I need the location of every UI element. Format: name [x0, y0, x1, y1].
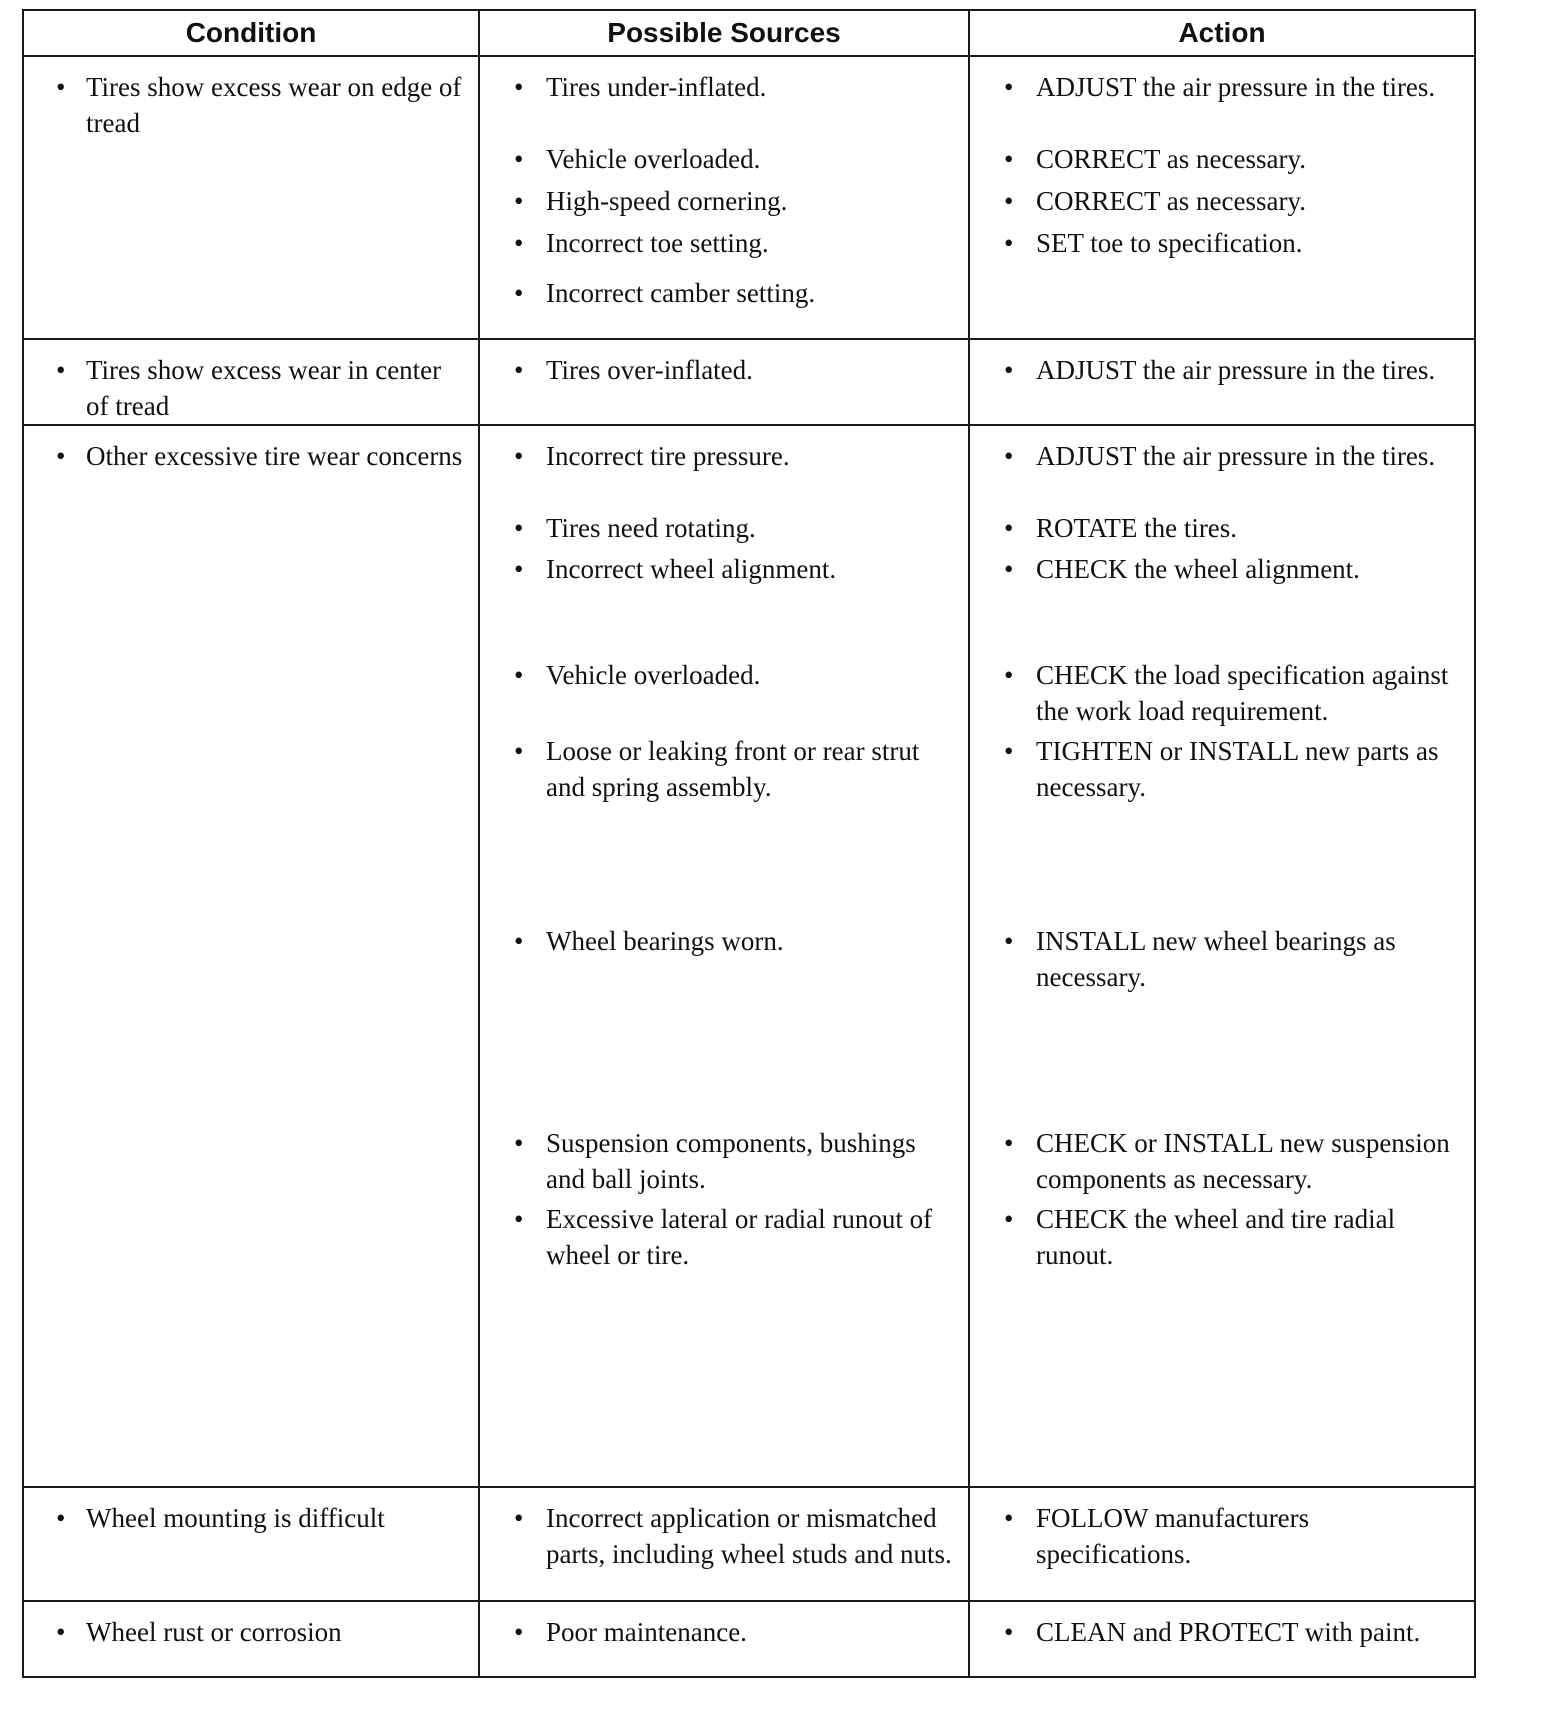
source-item: • Poor maintenance. [480, 1614, 960, 1650]
source-item: • Excessive lateral or radial runout of wheel or tire. [480, 1201, 960, 1273]
action-item: • SET toe to specification. [970, 225, 1466, 261]
source-item: • Incorrect toe setting. [480, 225, 960, 261]
source-item: • Incorrect wheel alignment. [480, 551, 960, 587]
sources-list [480, 1488, 968, 1572]
action-item: • ROTATE the tires. [970, 510, 1466, 546]
condition-list [24, 1602, 478, 1650]
source-item: • Wheel bearings worn. [480, 923, 960, 995]
sources-cell [479, 56, 969, 339]
sources-cell [479, 1487, 969, 1601]
actions-list [970, 1602, 1474, 1650]
sources-cell [479, 1601, 969, 1677]
condition-list [24, 340, 478, 424]
action-item: • CHECK the wheel alignment. [970, 551, 1466, 587]
action-item: • CLEAN and PROTECT with paint. [970, 1614, 1466, 1650]
sources-list [480, 340, 968, 388]
source-item: • Tires over-inflated. [480, 352, 960, 388]
actions-cell [969, 339, 1475, 425]
source-item: • Tires need rotating. [480, 510, 960, 546]
actions-cell [969, 1601, 1475, 1677]
condition-text: • Tires show excess wear in center of tread [24, 352, 470, 424]
table-row [23, 56, 1475, 339]
condition-cell [23, 56, 479, 339]
header-row [23, 10, 1475, 56]
actions-cell [969, 425, 1475, 1487]
header-condition: Condition [23, 10, 479, 56]
table-body [23, 56, 1475, 1677]
source-item: • Loose or leaking front or rear strut and spring assembly. [480, 733, 960, 805]
source-item: • Incorrect tire pressure. [480, 438, 960, 474]
action-item: • CHECK or INSTALL new suspension components as necessary. [970, 1125, 1466, 1197]
table-row [23, 1601, 1475, 1677]
action-item: • CHECK the load specification against the work load requirement. [970, 657, 1466, 729]
sources-list [480, 57, 968, 311]
actions-list [970, 426, 1474, 1273]
action-item: • CORRECT as necessary. [970, 183, 1466, 219]
source-item: • Incorrect camber setting. [480, 275, 960, 311]
action-item: • ADJUST the air pressure in the tires. [970, 352, 1466, 388]
source-item: • High-speed cornering. [480, 183, 960, 219]
condition-cell [23, 339, 479, 425]
actions-cell [969, 56, 1475, 339]
source-item: • Suspension components, bushings and ball joints. [480, 1125, 960, 1197]
source-item: • Vehicle overloaded. [480, 141, 960, 177]
actions-list [970, 340, 1474, 388]
source-item: • Incorrect application or mismatched parts, including wheel studs and nuts. [480, 1500, 960, 1572]
actions-list [970, 57, 1474, 311]
sources-list [480, 1602, 968, 1650]
condition-list [24, 426, 478, 474]
table-row [23, 425, 1475, 1487]
source-item: • Vehicle overloaded. [480, 657, 960, 729]
action-item: • INSTALL new wheel bearings as necessary. [970, 923, 1466, 995]
condition-text: • Wheel mounting is difficult [24, 1500, 470, 1536]
actions-cell [969, 1487, 1475, 1601]
header-possible-sources: Possible Sources [479, 10, 969, 56]
condition-list [24, 1488, 478, 1536]
action-item: • TIGHTEN or INSTALL new parts as necessary. [970, 733, 1466, 805]
action-item: • FOLLOW manufacturers specifications. [970, 1500, 1466, 1572]
action-item: • ADJUST the air pressure in the tires. [970, 438, 1466, 474]
table-row [23, 1487, 1475, 1601]
sources-cell [479, 339, 969, 425]
condition-list [24, 57, 478, 141]
source-item: • Tires under-inflated. [480, 69, 960, 105]
condition-cell [23, 1601, 479, 1677]
condition-text: • Wheel rust or corrosion [24, 1614, 470, 1650]
diagnosis-table [22, 9, 1476, 1678]
actions-list [970, 1488, 1474, 1572]
condition-text: • Tires show excess wear on edge of tread [24, 69, 470, 141]
condition-cell [23, 425, 479, 1487]
action-item: • CORRECT as necessary. [970, 141, 1466, 177]
action-item: • CHECK the wheel and tire radial runout. [970, 1201, 1466, 1273]
header-action: Action [969, 10, 1475, 56]
condition-cell [23, 1487, 479, 1601]
action-item: • ADJUST the air pressure in the tires. [970, 69, 1466, 105]
table-row [23, 339, 1475, 425]
sources-cell [479, 425, 969, 1487]
condition-text: • Other excessive tire wear concerns [24, 438, 470, 474]
sources-list [480, 426, 968, 1273]
